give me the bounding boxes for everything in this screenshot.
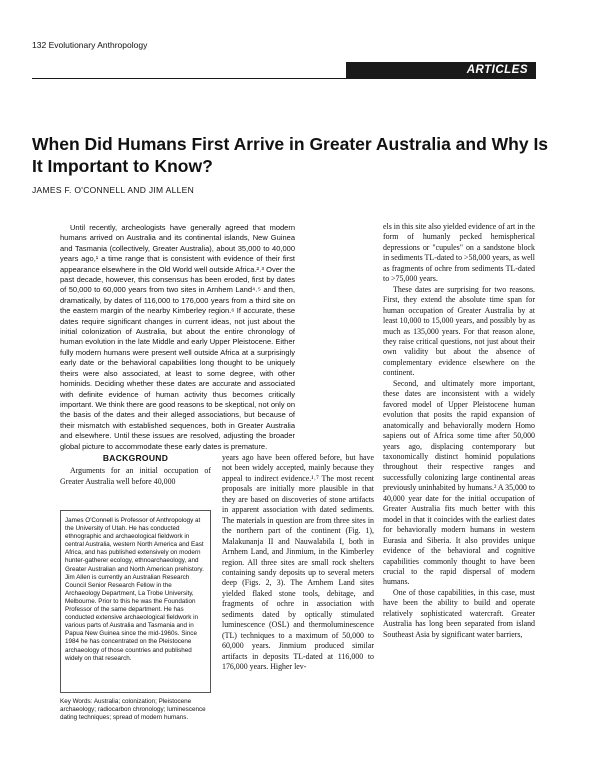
column-left — [60, 453, 211, 487]
author-bio: James O'Connell is Professor of Anthropology at the University of Utah. He has conducted ethnographic and archaeological fieldwork in central Australia, western North America and East Africa, and has published extensively on modern hunter-gatherer ecology, ethnoarchaeology, and Greater Australian and North American prehistory. Jim Allen is currently an Australian Research Council Senior Research Fellow in the Archaeology Department, La Trobe University, Melbourne. Prior to this he was the Foundation Professor of the same department. He has conducted extensive archaeological fieldwork in various parts of Australia and Tasmania and in Papua New Guinea since the mid-1960s. Since 1984 he has concentrated on the Pleistocene archaeology of those countries and published widely on that research. — [65, 517, 204, 662]
header-rule — [32, 78, 536, 79]
column-middle — [222, 453, 374, 673]
paragraph-background: Arguments for an initial occupation of Greater Australia well before 40,000 — [60, 466, 211, 486]
paragraph-middle: years ago have been offered before, but have not been widely accepted, mainly because they appeal to indirect evidence.¹˒⁷ The most recent proposals are initially more plausible in that they are based on discoveries of stone artifacts in apparent association with dated sediments. The materials in question are from three sites in the northern part of the continent (Fig. 1), Malakunanja II and Nauwalabila I, both in Arnhem Land, and Jinmium, in the Kimberley region. All three sites are small rock shelters containing sandy deposits up to several meters deep (Figs. 2, 3). The Arnhem Land sites yielded flaked stone tools, debitage, and fragments of ochre in association with sediments dated by optically stimulated luminescence (OSL) and thermoluminescence (TL) techniques to a maximum of 50,000 to 60,000 years. Jinmium produced similar artifacts in deposits TL-dated at 116,000 to 176,000 years. Higher lev- — [222, 453, 374, 672]
paragraph-right-2: These dates are surprising for two reasons. First, they extend the absolute time span for human occupation of Greater Australia by at least 10,000 to 15,000 years, and possibly by as much as 135,000 years. For that reason alone, they raise critical questions, not just about their own validity but about the absence of complementary evidence elsewhere on the continent. — [383, 284, 535, 378]
section-label: ARTICLES — [346, 62, 536, 78]
background-heading: BACKGROUND — [102, 453, 169, 463]
page-number: 132 — [32, 40, 47, 50]
paragraph-right-4: One of those capabilities, in this case, must have been the ability to build and operate relatively sophisticated watercraft. Greater Australia has long been separated from island Southeast Asia by significant water barriers, — [383, 587, 535, 639]
running-head — [32, 40, 147, 50]
author-bio-box — [60, 510, 211, 693]
article-authors: JAMES F. O'CONNELL AND JIM ALLEN — [32, 185, 195, 195]
abstract: Until recently, archeologists have generally agreed that modern humans arrived on Australia and its continental islands, New Guinea and Tasmania (collectively, Greater Australia), about 35,000 to 40,000 years ago,¹ a time range that is consistent with evidence of their first appearance elsewhere in the Old World well outside Africa.²˒³ Over the past decade, however, this consensus has been eroded, first by dates of 50,000 to 60,000 years from two sites in Arnhem Land⁴˒⁵ and then, dramatically, by dates of 116,000 to 176,000 years from a third site on the eastern margin of the nearby Kimberley region.⁶ If accurate, these dates require significant changes in current ideas, not just about the initial colonization of Australia, but about the entire chronology of human evolution in the late Middle and early Upper Pleistocene. Either fully modern humans were present well outside Africa at a surprisingly early date or the behavioral capabilities long thought to be uniquely theirs were also associated, at least to some degree, with other hominids. Deciding whether these dates are accurate and associated with definite evidence of human activity thus becomes critically important. We think there are good reasons to be skeptical, not only on the basis of the dates and their alleged associations, but because of their mismatch with established sequences, both in Greater Australia and elsewhere. Until these issues are resolved, adjusting the broader global picture to accommodate these early dates is premature. — [60, 223, 295, 451]
keywords: Key Words: Australia; colonization; Pleistocene archaeology; radiocarbon chronology; luminescence dating techniques; spread of modern humans. — [60, 698, 206, 722]
paragraph-right-1: els in this site also yielded evidence of art in the form of humanly pecked hemispherical depressions or "cupules" on a sandstone block in sediments TL-dated to >58,000 years, as well as fragments of ochre from sediments TL-dated to >75,000 years. — [383, 222, 535, 284]
column-right — [383, 222, 535, 640]
article-title: When Did Humans First Arrive in Greater Australia and Why Is It Important to Know? — [32, 134, 549, 176]
paragraph-right-3: Second, and ultimately more important, these dates are inconsistent with a widely favored model of Upper Pleistocene human evolution that posits the rapid expansion of anatomically and behaviorally modern Homo sapiens out of Africa some time after 50,000 years ago, displacing contemporary but taxonomically distinct hominid populations throughout their respective ranges and successfully colonizing large continental areas previously uninhabited by humans.² A 35,000 to 40,000 year date for the initial occupation of Greater Australia fits much better with this model in that it coincides with the earliest dates for behaviorally modern humans in western Eurasia and Siberia. It also provides unique evidence of the behavioral and cognitive capabilities commonly thought to have been crucial to the rapid dispersal of modern humans. — [383, 378, 535, 587]
journal-name: Evolutionary Anthropology — [48, 40, 148, 50]
